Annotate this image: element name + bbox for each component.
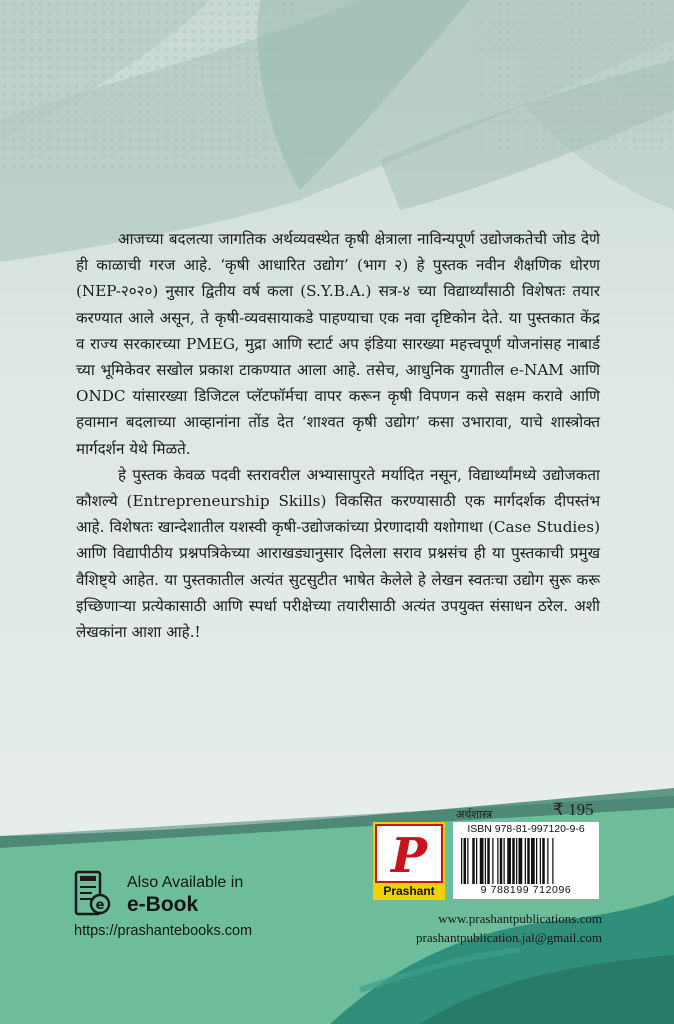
barcode-bars [461, 838, 591, 884]
prashant-logo [373, 822, 445, 900]
publisher-website[interactable]: www.prashantpublications.com [438, 911, 602, 926]
ebook-line-1: Also Available in [127, 874, 244, 891]
book-description [76, 226, 600, 645]
publisher-contact [416, 909, 602, 947]
ebook-line-2: e-Book [127, 893, 199, 916]
barcode-digits: 9 788199 712096 [480, 884, 572, 896]
description-paragraph-2: हे पुस्तक केवळ पदवी स्तरावरील अभ्यासापुरते मर्यादित नसून, विद्यार्थ्यांमध्ये उद्योजकता कौशल्ये (Entrepreneurship Skills) विकसित करण्यासाठी एक मार्गदर्शक दीपस्तंभ आहे. विशेषतः खान्देशातील यशस्वी कृषी-उद्योजकांच्या प्रेरणादायी यशोगाथा (Case Studies) आणि विद्यापीठीय प्रश्नपत्रिकेच्या आराखड्यानुसार दिलेला सराव प्रश्नसंच ही या पुस्तकाची प्रमुख वैशिष्ट्ये आहेत. या पुस्तकातील अत्यंत सुटसुटीत भाषेत केलेले हे लेखन स्वतःचा उद्योग सुरू करू इच्छिणाऱ्या प्रत्येकासाठी आणि स्पर्धा परीक्षेच्या तयारीसाठी अत्यंत उपयुक्त संसाधन ठरेल. अशी लेखकांना आशा आहे.! [76, 465, 600, 642]
ebook-icon [74, 870, 112, 916]
isbn-barcode [453, 822, 599, 899]
subject-label: अर्थशास्त्र [456, 808, 493, 821]
publisher-email[interactable]: prashantpublication.jal@gmail.com [416, 930, 602, 945]
svg-text:e: e [95, 898, 105, 913]
ebook-url[interactable]: https://prashantebooks.com [74, 923, 253, 939]
price-label: ₹ 195 [553, 800, 594, 819]
description-paragraph-1: आजच्या बदलत्या जागतिक अर्थव्यवस्थेत कृषी क्षेत्राला नाविन्यपूर्ण उद्योजकतेची जोड देणे ही काळाची गरज आहे. ‘कृषी आधारित उद्योग’ (भाग २) हे पुस्तक नवीन शैक्षणिक धोरण (NEP-२०२०) नुसार द्वितीय वर्ष कला (S.Y.B.A.) सत्र-४ च्या विद्यार्थ्यांसाठी विशेषतः तयार करण्यात आले असून, ते कृषी-व्यवसायाकडे पाहण्याचा एक नवा दृष्टिकोन देते. या पुस्तकात केंद्र व राज्य सरकारच्या PMEG, मुद्रा आणि स्टार्ट अप इंडिया सारख्या महत्त्वपूर्ण योजनांसह नाबार्ड च्या भूमिकेवर सखोल प्रकाश टाकण्यात आला आहे. तसेच, आधुनिक युगातील e-NAM आणि ONDC यांसारख्या डिजिटल प्लॅटफॉर्मचा वापर करून कृषी विपणन कसे सक्षम करावे आणि हवामान बदलाच्या आव्हानांना तोंड देत ‘शाश्वत कृषी उद्योग’ कसा उभारावा, याचे शास्त्रोक्त मार्गदर्शन येथे मिळते. [76, 230, 600, 458]
logo-letter: P [390, 828, 428, 884]
isbn-label: ISBN 978-81-997120-9-6 [467, 823, 585, 835]
logo-name: Prashant [383, 884, 435, 898]
